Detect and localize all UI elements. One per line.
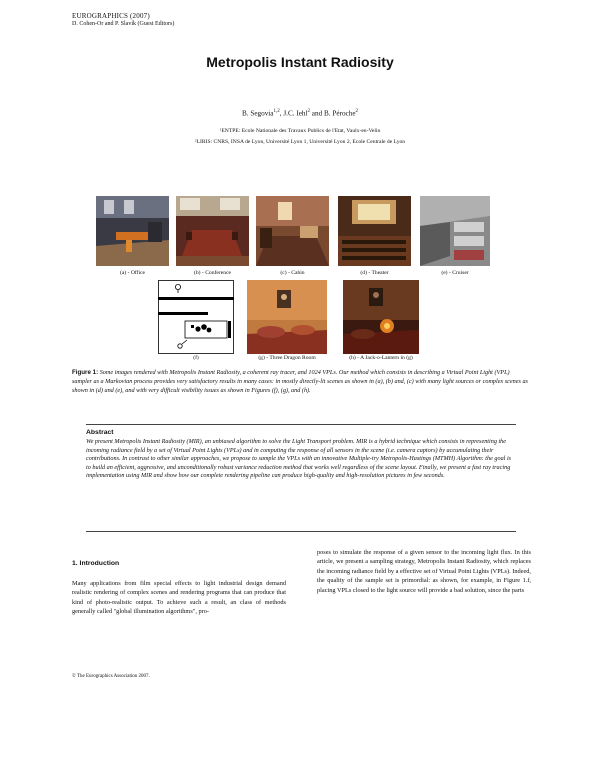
abstract-title: Abstract — [86, 429, 114, 436]
author-2: J.C. Iehl — [283, 109, 308, 118]
section-title-introduction: 1. Introduction — [72, 560, 120, 567]
author-1: B. Segovia — [241, 109, 274, 118]
abstract-bottom-rule — [86, 531, 516, 532]
editors-header: D. Cohen-Or and P. Slavík (Guest Editors) — [72, 21, 175, 27]
author-2-affil: 2 — [307, 109, 310, 114]
panel-caption-e: (e) - Cruiser — [441, 270, 469, 276]
author-sep: and — [310, 109, 324, 118]
author-list — [0, 109, 600, 117]
figure-caption-text: Some images rendered with Metropolis Instant Radiosity, a coherent ray tracer, and 1024 VPLs. Our method which consists in describing a Virtual Point Light (VPL) sampler as a Markovian process provides very satisfactory results in many cases: in mostly directly-lit scenes as shown in (a), (b) and, (c) with many light sources or complex scenes as shown in (d) and (e), and with very difficult visibility issues as shown in Figures (f), (g), and (h). — [72, 369, 528, 394]
copyright-footer: © The Eurographics Association 2007. — [72, 674, 150, 679]
author-3: B. Péroche — [323, 109, 356, 118]
affiliation-1: ¹ENTPE: Ecole Nationale des Travaux Publics de l'Etat, Vaulx-en-Velin — [219, 128, 381, 134]
panel-caption-d: (d) - Theater — [360, 270, 389, 276]
author-3-affil: 2 — [355, 109, 359, 114]
panel-caption-a: (a) - Office — [119, 270, 146, 276]
figure-image-theater — [338, 196, 411, 266]
panel-caption-f: (f) — [193, 355, 199, 361]
abstract-top-rule — [86, 424, 516, 425]
figure-caption — [72, 369, 530, 395]
figure-image-cabin — [256, 196, 329, 266]
paper-title: Metropolis Instant Radiosity — [206, 54, 394, 70]
panel-caption-g: (g) - Three Dragon Room — [258, 355, 316, 361]
figure-image-office — [96, 196, 169, 266]
introduction-column-1: Many applications from film special effects to light industrial design demand realistic rendering of complex scenes and rendering programs that can produce that kind of photo-realistic output. To achieve such a result, an class of methods generally called "global illumination algorithms", pro- — [72, 580, 286, 616]
figure-image-jack-o-lantern — [343, 280, 419, 354]
abstract-body: We present Metropolis Instant Radiosity (MIR), an unbiased algorithm to solve the Light Transport problem. MIR is a hybrid technique which consists in representing the incoming radiance field by a set of Virtual Point Lights (VPLs) and in computing the response of all sensors in the scene (i.e. camera captors) by accumulating their contributions. In contrast to other similar approaches, we propose to sample the VPLs with an innovative Multiple-try Metropolis-Hastings (MTMH) Algorithm: the goal is to build an efficient, aggressive, and unconditionally robust variance reduction method that works well regardless of the scene layout. Finally, we present a fast ray tracing implementation using MIR and show how our complete rendering pipeline can produce high-quality and high-resolution pictures in few seconds. — [86, 438, 512, 480]
affiliation-2: ²LIRIS: CNRS, INSA de Lyon, Université Lyon 1, Université Lyon 2, Ecole Centrale de Lyon — [194, 139, 406, 145]
figure-diagram-f — [158, 280, 234, 354]
venue-header: EUROGRAPHICS (2007) — [72, 12, 150, 20]
introduction-column-2: poses to simulate the response of a given sensor to the incoming light flux. In this article, we present a sampling strategy, Metropolis Instant Radiosity, which replaces the incoming radiance field by a effective set of Virtual Point Lights (VPLs). Indeed, the quality of the sample set is primordial: as shown, for example, in Figure 1.f, placing VPLs closed to the light source will provide a bad solution, since the parts — [317, 549, 531, 594]
panel-caption-b: (b) - Conference — [194, 270, 231, 276]
author-sep: , — [279, 109, 284, 118]
figure-caption-label: Figure 1: — [72, 369, 99, 376]
figure-image-cruiser — [420, 196, 490, 266]
figure-image-three-dragon-room — [247, 280, 327, 354]
author-1-affil: 1,2 — [273, 109, 280, 114]
panel-caption-c: (c) - Cabin — [280, 270, 305, 276]
panel-caption-h: (h) - A Jack-o-Lantern in (g) — [349, 355, 413, 361]
figure-image-conference — [176, 196, 249, 266]
